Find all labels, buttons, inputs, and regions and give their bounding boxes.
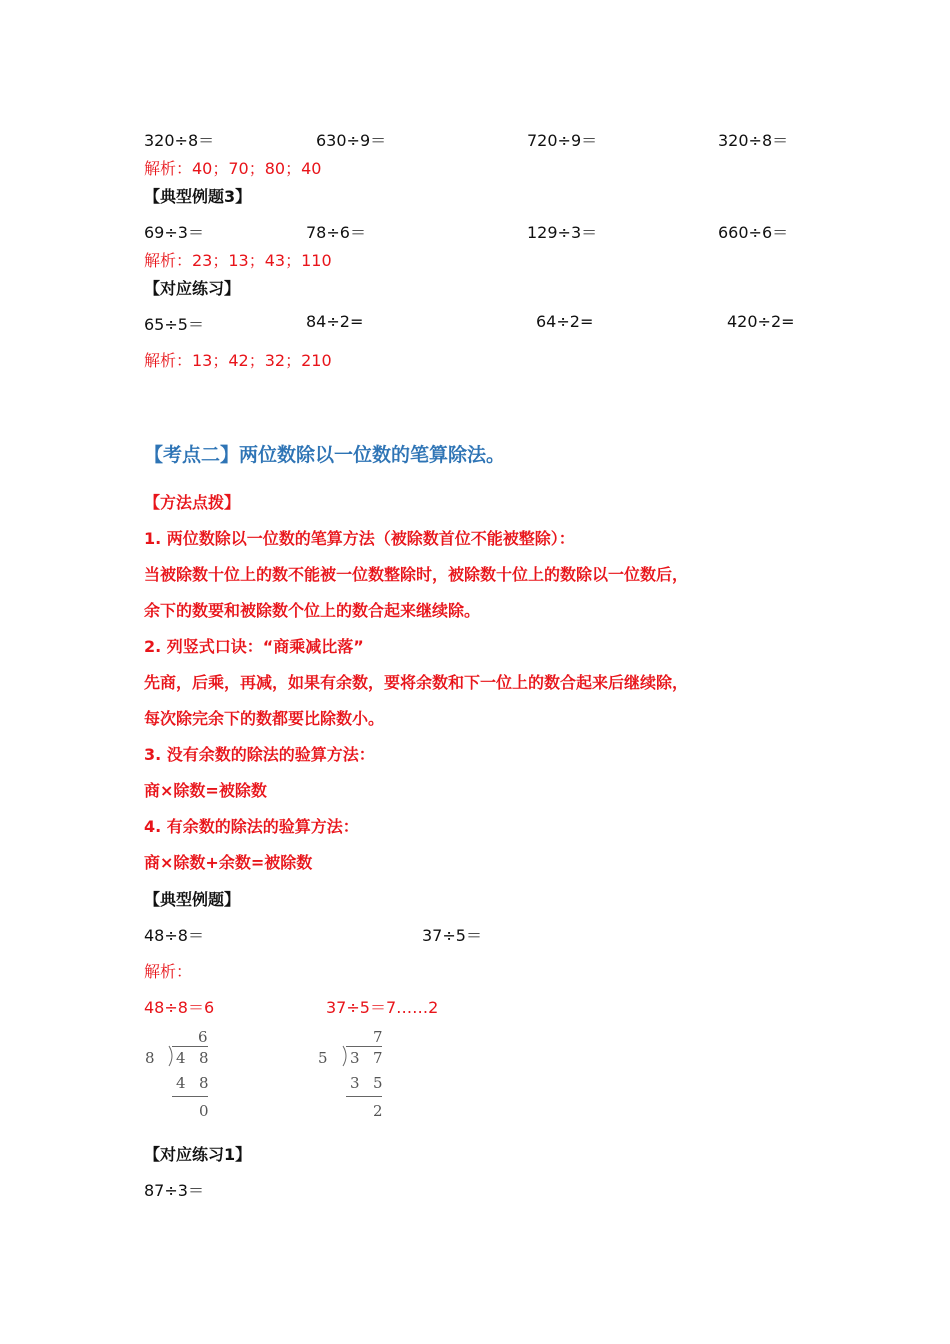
ld1-divisor: 8 [145,1049,155,1067]
ld1-quotient: 6 [198,1028,208,1046]
problem-1-4: 320÷8＝ [718,131,789,150]
practice1-problem-1: 87÷3＝ [144,1181,204,1200]
topic2-title: 【考点二】两位数除以一位数的笔算除法。 [144,444,506,466]
problem-2-3: 129÷3＝ [527,223,598,242]
problem-3-2: 84÷2= [306,312,364,331]
ld2-dividend-ones: 7 [373,1049,383,1067]
ld1-remainder: 0 [199,1102,209,1120]
ld2-top-line [346,1046,382,1047]
problem-2-4: 660÷6＝ [718,223,789,242]
example-answer-1: 48÷8＝6 [144,998,215,1017]
ld2-remainder: 2 [373,1102,383,1120]
ld2-sub-line [346,1096,382,1097]
ld2-quotient: 7 [373,1028,383,1046]
ld1-dividend-tens: 4 [176,1049,186,1067]
method-line-8: 商×除数=被除数 [144,781,267,800]
ld1-bracket [168,1046,176,1066]
ld1-product-ones: 8 [199,1074,209,1092]
method-line-9: 4. 有余数的除法的验算方法： [144,817,359,836]
ld1-product-tens: 4 [176,1074,186,1092]
example-problem-2: 37÷5＝ [422,926,482,945]
method-line-4: 2. 列竖式口诀：“商乘减比落” [144,637,364,656]
ld2-dividend-tens: 3 [350,1049,360,1067]
method-line-3: 余下的数要和被除数个位上的数合起来继续除。 [144,601,481,620]
example-answer-label: 解析： [144,962,193,981]
ld2-product-ones: 5 [373,1074,383,1092]
problem-2-2: 78÷6＝ [306,223,366,242]
method-line-6: 每次除完余下的数都要比除数小。 [144,709,385,728]
method-line-1: 1. 两位数除以一位数的笔算方法（被除数首位不能被整除）： [144,529,575,548]
ld1-dividend-ones: 8 [199,1049,209,1067]
problem-1-1: 320÷8＝ [144,131,215,150]
answer-example3: 解析：23；13；43；110 [144,251,332,270]
practice-heading: 【对应练习】 [144,279,241,298]
problem-3-3: 64÷2= [536,312,594,331]
ld1-top-line [172,1046,208,1047]
problem-2-1: 69÷3＝ [144,223,204,242]
example-problem-1: 48÷8＝ [144,926,204,945]
problem-3-4: 420÷2= [727,312,795,331]
method-heading: 【方法点拨】 [144,493,241,512]
method-line-2: 当被除数十位上的数不能被一位数整除时，被除数十位上的数除以一位数后， [144,565,689,584]
problem-1-2: 630÷9＝ [316,131,387,150]
example-heading: 【典型例题】 [144,890,241,909]
ld2-bracket [342,1046,350,1066]
example-answer-2: 37÷5＝7……2 [326,998,439,1017]
ld1-sub-line [172,1096,208,1097]
problem-3-1: 65÷5＝ [144,315,204,334]
method-line-5: 先商，后乘，再减，如果有余数，要将余数和下一位上的数合起来后继续除， [144,673,689,692]
method-line-7: 3. 没有余数的除法的验算方法： [144,745,375,764]
example3-heading: 【典型例题3】 [144,187,252,206]
practice1-heading: 【对应练习1】 [144,1145,252,1164]
answer-section1: 解析：40；70；80；40 [144,159,322,178]
method-line-10: 商×除数+余数=被除数 [144,853,313,872]
answer-practice: 解析：13；42；32；210 [144,351,332,370]
problem-1-3: 720÷9＝ [527,131,598,150]
ld2-product-tens: 3 [350,1074,360,1092]
ld2-divisor: 5 [318,1049,328,1067]
